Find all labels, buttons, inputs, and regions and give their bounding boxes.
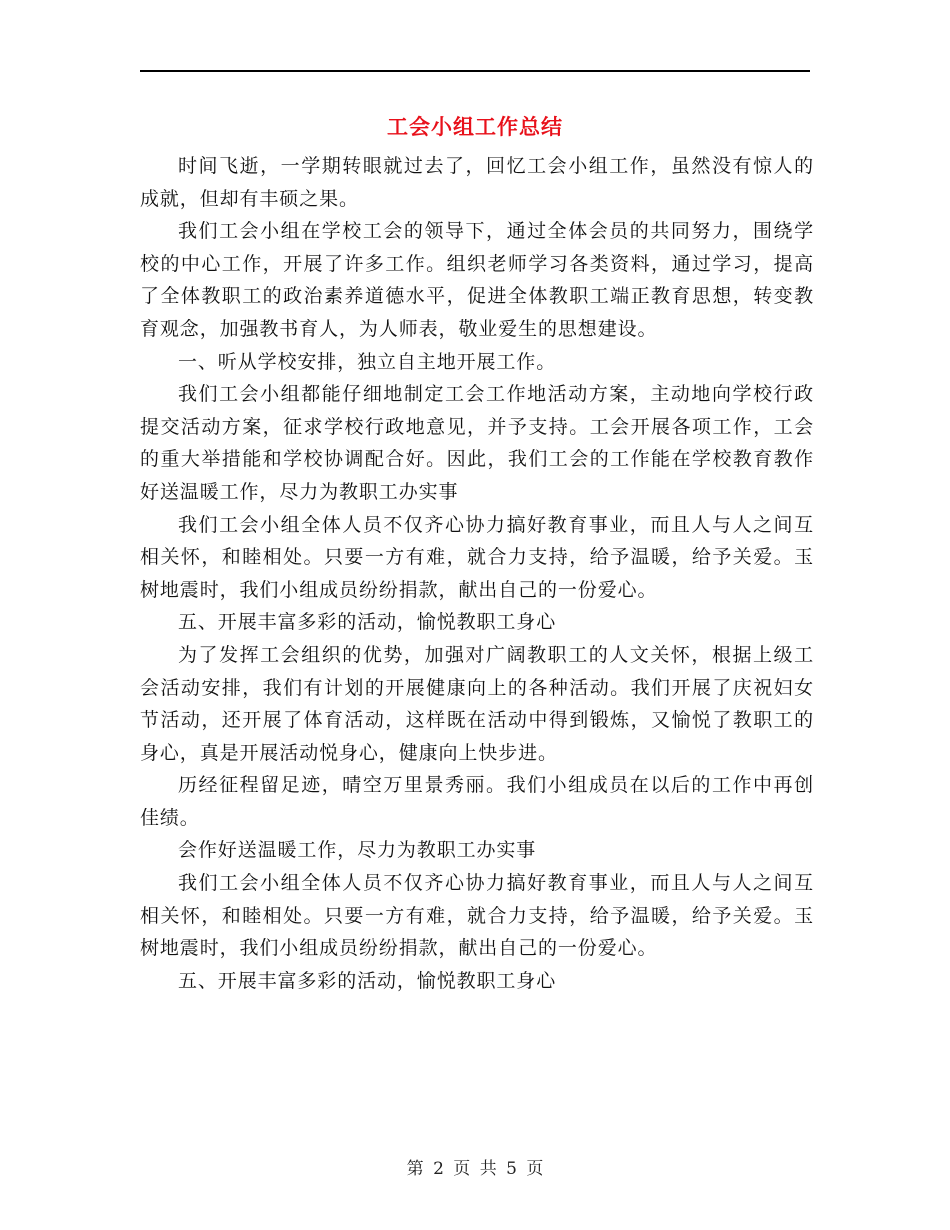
header-rule bbox=[140, 70, 810, 72]
paragraph: 我们工会小组全体人员不仅齐心协力搞好教育事业，而且人与人之间互相关怀，和睦相处。只要一方有难，就合力支持，给予温暖，给予关爱。玉树地震时，我们小组成员纷纷捐款，献出自己的一份爱心。 bbox=[140, 872, 814, 960]
paragraph: 会作好送温暖工作，尽力为教职工办实事 bbox=[178, 839, 537, 862]
paragraph: 时间飞逝，一学期转眼就过去了，回忆工会小组工作，虽然没有惊人的成就，但却有丰硕之果。 bbox=[140, 155, 814, 210]
document-body bbox=[140, 150, 814, 997]
paragraph: 历经征程留足迹，晴空万里景秀丽。我们小组成员在以后的工作中再创佳绩。 bbox=[140, 774, 814, 829]
section-heading: 一、听从学校安排，独立自主地开展工作。 bbox=[178, 350, 557, 373]
paragraph: 我们工会小组都能仔细地制定工会工作地活动方案，主动地向学校行政提交活动方案，征求学校行政地意见，并予支持。工会开展各项工作，工会的重大举措能和学校协调配合好。因此，我们工会的工作能在学校教育教作好送温暖工作，尽力为教职工办实事 bbox=[140, 383, 814, 503]
page-number: 第 2 页 共 5 页 bbox=[406, 1159, 544, 1179]
paragraph: 为了发挥工会组织的优势，加强对广阔教职工的人文关怀，根据上级工会活动安排，我们有计划的开展健康向上的各种活动。我们开展了庆祝妇女节活动，还开展了体育活动，这样既在活动中得到锻炼，又愉悦了教职工的身心，真是开展活动悦身心，健康向上快步进。 bbox=[140, 643, 814, 764]
section-heading: 五、开展丰富多彩的活动，愉悦教职工身心 bbox=[178, 611, 557, 634]
section-heading: 五、开展丰富多彩的活动，愉悦教职工身心 bbox=[178, 969, 557, 992]
paragraph: 我们工会小组全体人员不仅齐心协力搞好教育事业，而且人与人之间互相关怀，和睦相处。只要一方有难，就合力支持，给予温暖，给予关爱。玉树地震时，我们小组成员纷纷捐款，献出自己的一份爱心。 bbox=[140, 513, 814, 601]
paragraph: 我们工会小组在学校工会的领导下，通过全体会员的共同努力，围绕学校的中心工作，开展了许多工作。组织老师学习各类资料，通过学习，提高了全体教职工的政治素养道德水平，促进全体教职工端正教育思想，转变教育观念，加强教书育人，为人师表，敬业爱生的思想建设。 bbox=[140, 220, 814, 340]
document-title: 工会小组工作总结 bbox=[387, 114, 563, 139]
